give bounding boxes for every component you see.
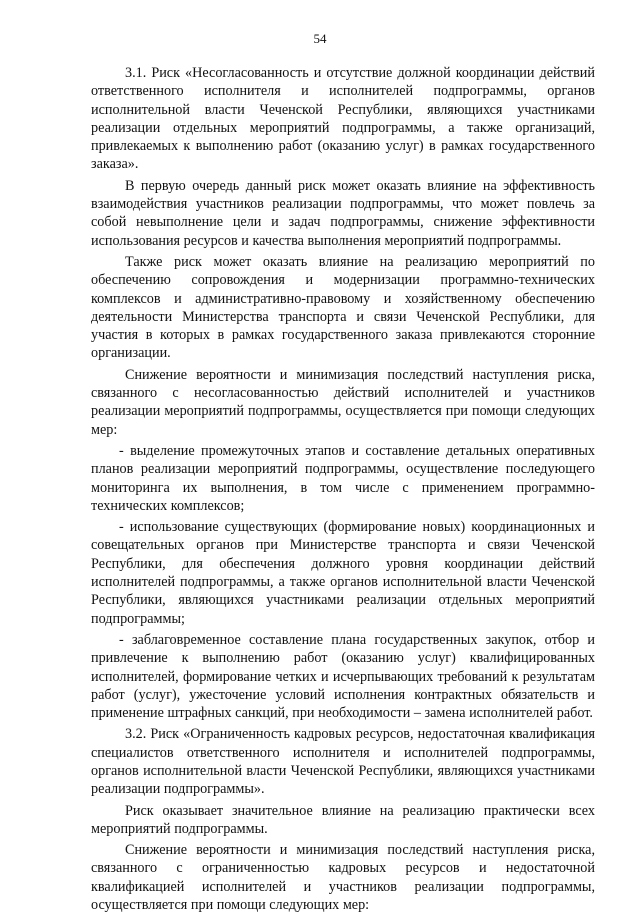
paragraph-risk-also: Также риск может оказать влияние на реализацию мероприятий по обеспечению сопровождения и модернизации программно-технических комплексов и административно-правовому и хозяйственному обеспечению деятельности Министерства транспорта и связи Чеченской Республики, для участия в которых в рамках государственного заказа привлекаются сторонние организации. bbox=[91, 253, 595, 362]
paragraph-risk-impact: В первую очередь данный риск может оказать влияние на эффективность взаимодействия участников реализации подпрограммы, что может повлечь за собой невыполнение цели и задач подпрограммы, снижение эффективности использования ресурсов и качества выполнения мероприятий подпрограммы. bbox=[91, 177, 595, 249]
paragraph-risk-3-2: 3.2. Риск «Ограниченность кадровых ресурсов, недостаточная квалификация специалистов ответственного исполнителя и исполнителей подпрограммы, органов исполнительной власти Чеченской Республики, являющихся участниками реализации подпрограммы». bbox=[91, 726, 595, 798]
paragraph-mitigation-intro: Снижение вероятности и минимизация последствий наступления риска, связанного с несогласованностью действий исполнителей и участников реализации мероприятий подпрограммы, осуществляется при помощи следующих мер: bbox=[91, 366, 595, 438]
list-item-measure-2: - использование существующих (формирование новых) координационных и совещательных органов при Министерстве транспорта и связи Чеченской Республики, для обеспечения должного уровня координации действий исполнителей подпрограммы, а также органов исполнительной власти Чеченской Республики, являющихся участниками реализации отдельных мероприятий подпрограммы; bbox=[91, 519, 595, 627]
list-item-measure-3: - заблаговременное составление плана государственных закупок, отбор и привлечение к выполнению работ (оказанию услуг) квалифицированных исполнителей, формирование четких и исчерпывающих требований к результатам работ (услуг), ужесточение условий исполнения контрактных обязательств и применение штрафных санкций, при необходимости – замена исполнителей работ. bbox=[91, 631, 595, 722]
paragraph-risk-3-2-impact: Риск оказывает значительное влияние на реализацию практически всех мероприятий подпрограммы. bbox=[91, 802, 595, 837]
paragraph-risk-3-1: 3.1. Риск «Несогласованность и отсутствие должной координации действий ответственного исполнителя и исполнителей подпрограммы, органов исполнительной власти Чеченской Республики, являющихся участниками реализации отдельных мероприятий подпрограммы, а также организаций, привлекаемых к выполнению работ (оказанию услуг) в рамках государственного заказа». bbox=[91, 65, 595, 173]
list-item-measure-1: - выделение промежуточных этапов и составление детальных оперативных планов реализации мероприятий подпрограммы, осуществление последующего мониторинга их выполнения, в том числе с применением программно-технических комплексов; bbox=[91, 442, 595, 514]
page-number: 54 bbox=[313, 31, 327, 46]
paragraph-mitigation-intro-2: Снижение вероятности и минимизация последствий наступления риска, связанного с ограниченностью кадровых ресурсов и недостаточной квалификацией исполнителей и участников реализации подпрограммы, осуществляется при помощи следующих мер: bbox=[91, 842, 595, 914]
document-body bbox=[91, 64, 595, 917]
